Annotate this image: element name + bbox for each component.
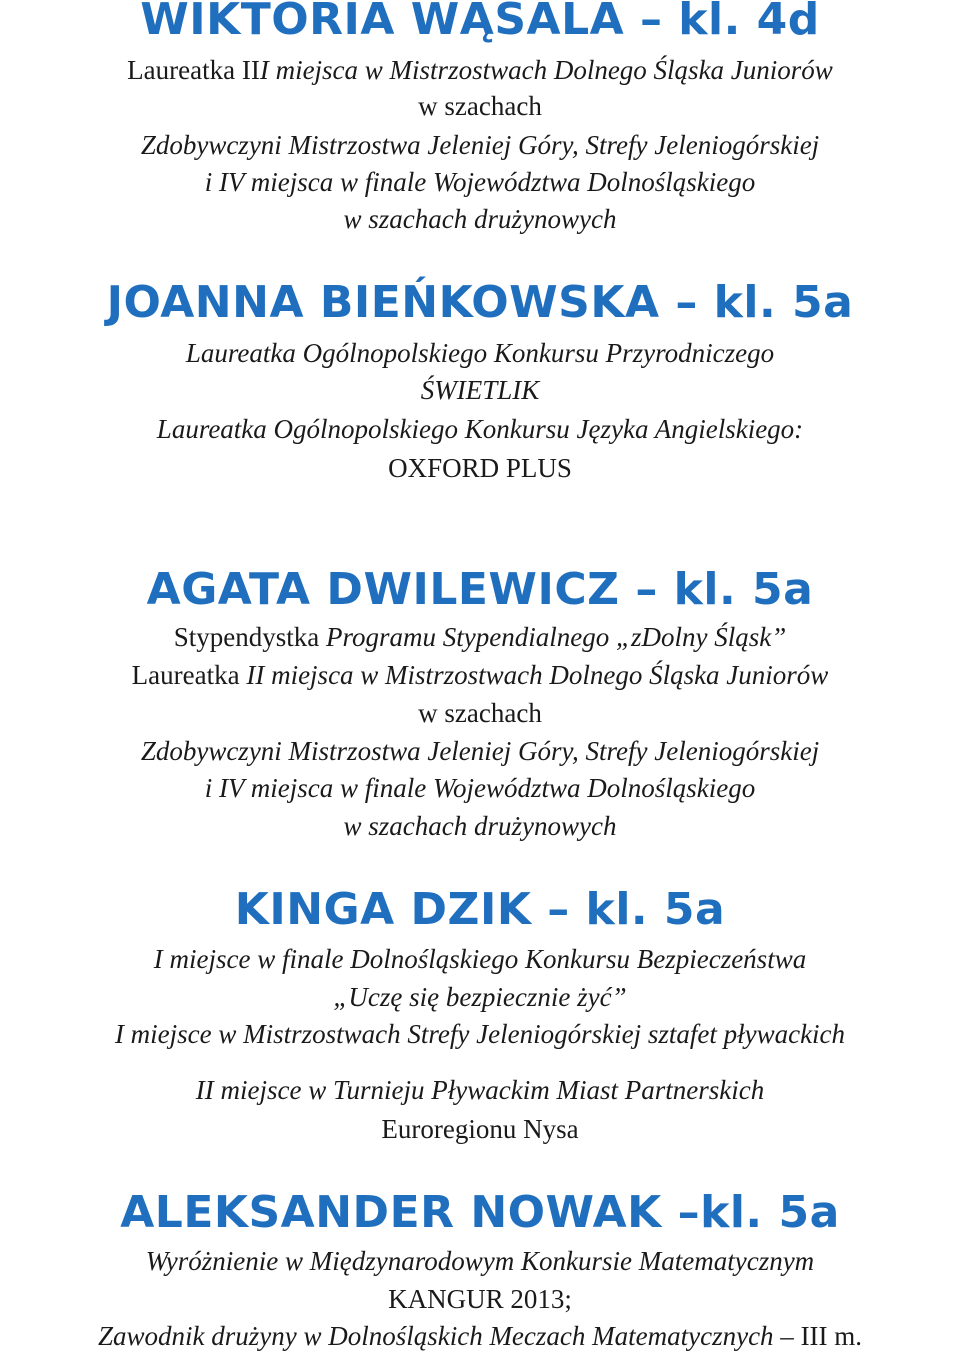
achievement-line: i IV miejsca w finale Województwa Dolnośląskiego	[204, 773, 756, 803]
achievement-line: I miejsce w finale Dolnośląskiego Konkursu Bezpieczeństwa	[153, 944, 807, 974]
achievement-line: w szachach drużynowych	[343, 204, 617, 234]
student-name-heading: ALEKSANDER NOWAK –kl. 5a	[120, 1187, 840, 1238]
achievement-line: Stypendystka Programu Stypendialnego „zDolny Śląsk”	[173, 622, 787, 652]
achievement-line: „Uczę się bezpiecznie żyć”	[333, 982, 627, 1012]
achievement-line: Laureatka Ogólnopolskiego Konkursu Przyrodniczego	[185, 338, 775, 368]
achievement-line: I miejsce w Mistrzostwach Strefy Jeleniogórskiej sztafet pływackich	[114, 1019, 846, 1049]
achievement-line: II miejsce w Turnieju Pływackim Miast Partnerskich	[195, 1075, 765, 1105]
student-name-heading: AGATA DWILEWICZ – kl. 5a	[146, 564, 814, 615]
achievement-line: Laureatka III miejsca w Mistrzostwach Dolnego Śląska Juniorów	[127, 55, 833, 85]
achievement-line: KANGUR 2013;	[388, 1284, 572, 1314]
achievement-line: w szachach drużynowych	[343, 811, 617, 841]
achievement-line: Zdobywczyni Mistrzostwa Jeleniej Góry, Strefy Jeleniogórskiej	[140, 130, 820, 160]
achievement-line: Euroregionu Nysa	[381, 1114, 579, 1144]
achievement-line: Zawodnik drużyny w Dolnośląskich Meczach Matematycznych – III m.	[97, 1321, 863, 1351]
student-name-heading: KINGA DZIK – kl. 5a	[234, 884, 726, 935]
achievement-line: Laureatka II miejsca w Mistrzostwach Dolnego Śląska Juniorów	[131, 660, 829, 690]
student-name-heading: WIKTORIA WĄSALA – kl. 4d	[140, 0, 820, 45]
achievement-line: w szachach	[418, 698, 542, 728]
achievement-line: i IV miejsca w finale Województwa Dolnośląskiego	[204, 167, 756, 197]
achievement-line: Wyróżnienie w Międzynarodowym Konkursie Matematycznym	[145, 1246, 815, 1276]
achievement-line: w szachach	[418, 91, 542, 121]
student-name-heading: JOANNA BIEŃKOWSKA – kl. 5a	[106, 277, 854, 328]
achievement-line: Laureatka Ogólnopolskiego Konkursu Języka Angielskiego:	[156, 414, 804, 444]
achievement-line: OXFORD PLUS	[388, 453, 572, 483]
achievement-line: ŚWIETLIK	[420, 375, 540, 405]
achievement-line: Zdobywczyni Mistrzostwa Jeleniej Góry, Strefy Jeleniogórskiej	[140, 736, 820, 766]
